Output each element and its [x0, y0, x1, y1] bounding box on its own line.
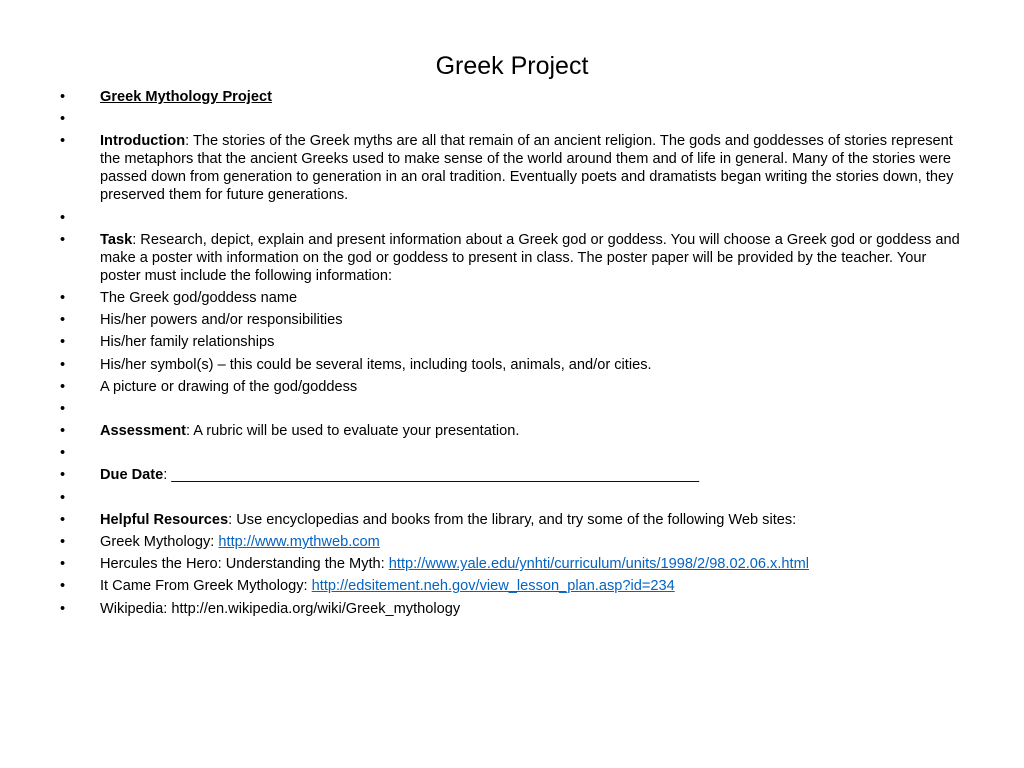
resource-prefix: It Came From Greek Mythology:	[100, 578, 312, 595]
bullet-icon: •	[60, 600, 66, 617]
list-item-empty	[58, 489, 968, 507]
list-item-resource	[58, 533, 968, 551]
slide-title: Greek Project	[435, 51, 589, 80]
bullet-icon: •	[60, 534, 66, 550]
bullet-icon: •	[60, 467, 66, 484]
requirement-text: His/her family relationships	[100, 334, 275, 351]
resource-prefix: Greek Mythology:	[100, 534, 219, 550]
bullet-icon: •	[60, 356, 66, 373]
introduction-text: : The stories of the Greek myths are all that remain of an ancient religion. The gods and goddesses of stories represent the metaphors that the ancient Greeks used to make sense of the world around them and of life in general. Many of the stories were passed down from generation to generation in an oral tradition. Eventually poets and dramatists began writing the stories down, they preserved them for future generations.	[100, 133, 954, 204]
bullet-icon: •	[60, 445, 66, 462]
bullet-list	[58, 88, 968, 622]
bullet-icon: •	[60, 334, 66, 351]
list-item-resource	[58, 577, 968, 595]
bullet-icon: •	[60, 556, 66, 573]
bullet-icon: •	[60, 400, 66, 417]
list-item-requirement	[58, 289, 968, 307]
resource-prefix: Hercules the Hero: Understanding the Myth:	[100, 556, 389, 573]
requirement-text: A picture or drawing of the god/goddess	[100, 378, 358, 395]
requirement-text: His/her symbol(s) – this could be several items, including tools, animals, and/or cities.	[100, 356, 652, 373]
assessment-label: Assessment	[100, 423, 186, 440]
resources-label: Helpful Resources	[100, 511, 229, 528]
requirement-text: The Greek god/goddess name	[100, 289, 298, 306]
due-date-label: Due Date	[100, 467, 164, 484]
bullet-icon: •	[60, 511, 66, 528]
due-date-blank: : _________________________________________________________________	[163, 467, 699, 484]
bullet-icon: •	[60, 489, 66, 506]
introduction-label: Introduction	[100, 133, 186, 150]
bullet-icon: •	[60, 312, 66, 329]
mythweb-link[interactable]: http://www.mythweb.com	[218, 534, 380, 550]
list-item-requirement	[58, 356, 968, 374]
bullet-icon: •	[60, 111, 66, 128]
bullet-icon: •	[60, 578, 66, 595]
list-item-empty	[58, 444, 968, 462]
bullet-icon: •	[60, 89, 66, 105]
project-heading: Greek Mythology Project	[100, 89, 272, 105]
task-label: Task	[100, 231, 133, 248]
list-item-empty	[58, 209, 968, 227]
requirement-text: His/her powers and/or responsibilities	[100, 312, 343, 329]
wikipedia-text: Wikipedia: http://en.wikipedia.org/wiki/Greek_mythology	[100, 600, 461, 617]
bullet-icon: •	[60, 209, 66, 226]
list-item-requirement	[58, 333, 968, 351]
list-item-requirement	[58, 378, 968, 396]
list-item-resource	[58, 555, 968, 573]
list-item-assessment	[58, 422, 968, 440]
list-item-empty	[58, 400, 968, 418]
task-text: : Research, depict, explain and present information about a Greek god or goddess. You will choose a Greek god or goddess and make a poster with information on the god or goddess to present in class. The poster paper will be provided by the teacher. Your poster must include the following information:	[100, 231, 960, 284]
list-item-resources	[58, 511, 968, 529]
bullet-icon: •	[60, 423, 66, 440]
list-item-empty	[58, 110, 968, 128]
list-item-introduction	[58, 132, 968, 204]
list-item-resource	[58, 600, 968, 618]
bullet-icon: •	[60, 289, 66, 306]
list-item-requirement	[58, 311, 968, 329]
assessment-text: : A rubric will be used to evaluate your presentation.	[186, 423, 520, 440]
list-item	[58, 88, 968, 106]
resources-text: : Use encyclopedias and books from the library, and try some of the following Web sites:	[228, 511, 797, 528]
edsitement-link[interactable]: http://edsitement.neh.gov/view_lesson_plan.asp?id=234	[311, 578, 675, 595]
list-item-due-date	[58, 466, 968, 484]
bullet-icon: •	[60, 378, 66, 395]
list-item-task	[58, 231, 968, 285]
yale-hercules-link[interactable]: http://www.yale.edu/ynhti/curriculum/units/1998/2/98.02.06.x.html	[388, 556, 809, 573]
bullet-icon: •	[60, 231, 66, 248]
bullet-icon: •	[60, 133, 66, 150]
